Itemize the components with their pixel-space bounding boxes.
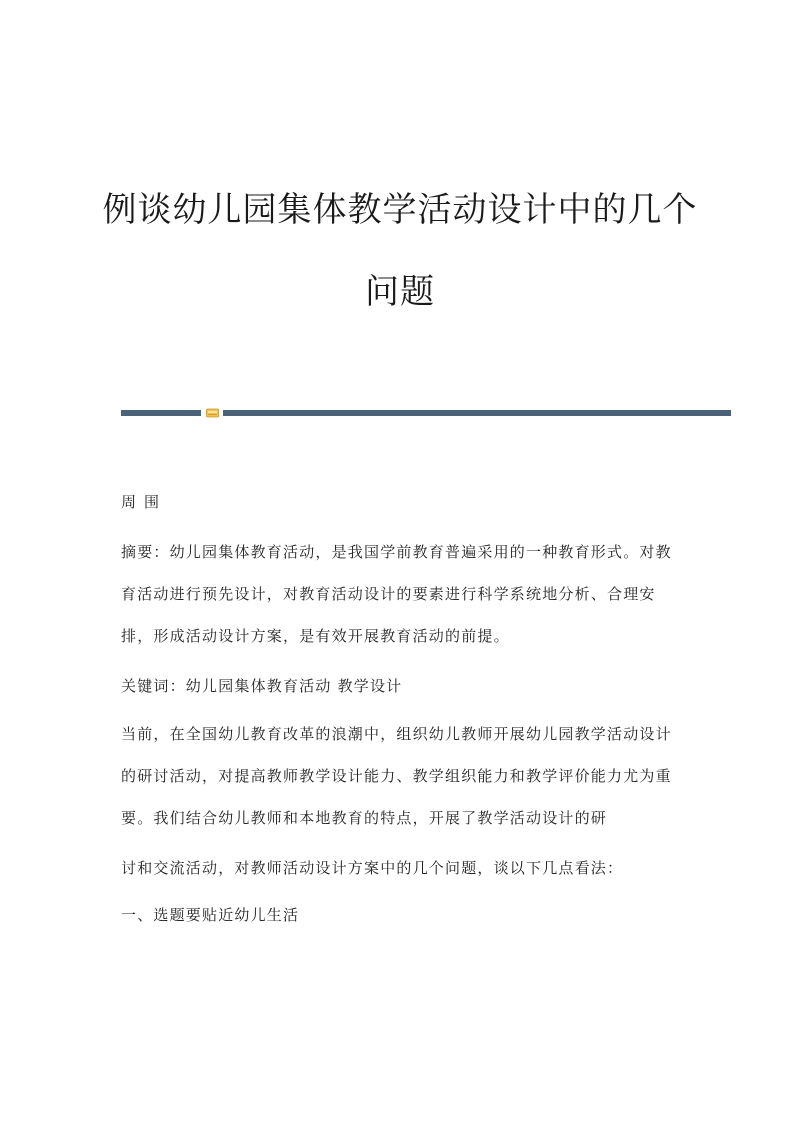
title-divider [121, 409, 731, 417]
body-line: 讨和交流活动，对教师活动设计方案中的几个问题，谈以下几点看法： [121, 859, 624, 877]
abstract-line: 排，形成活动设计方案，是有效开展教育活动的前提。 [121, 627, 510, 645]
divider-bar-left [121, 410, 201, 416]
document-title-line-1: 例谈幼儿园集体教学活动设计中的几个 [102, 190, 698, 230]
body-line: 的研讨活动，对提高教师教学设计能力、教学组织能力和教学评价能力尤为重 [121, 767, 672, 785]
abstract-line: 摘要：幼儿园集体教育活动，是我国学前教育普遍采用的一种教育形式。对教 [121, 543, 672, 561]
body-line: 要。我们结合幼儿教师和本地教育的特点，开展了教学活动设计的研 [121, 809, 608, 827]
document-title-line-2: 问题 [365, 272, 435, 312]
author-name: 周围 [121, 493, 168, 511]
body-line: 当前，在全国幼儿教育改革的浪潮中，组织幼儿教师开展幼儿园教学活动设计 [121, 725, 672, 743]
pencil-ornament-icon [206, 408, 219, 418]
abstract-line: 育活动进行预先设计，对教育活动设计的要素进行科学系统地分析、合理安 [121, 585, 656, 603]
section-heading: 一、选题要贴近幼儿生活 [121, 906, 300, 924]
keywords-line: 关键词：幼儿园集体教育活动 教学设计 [121, 677, 403, 695]
divider-bar-right [223, 410, 731, 416]
